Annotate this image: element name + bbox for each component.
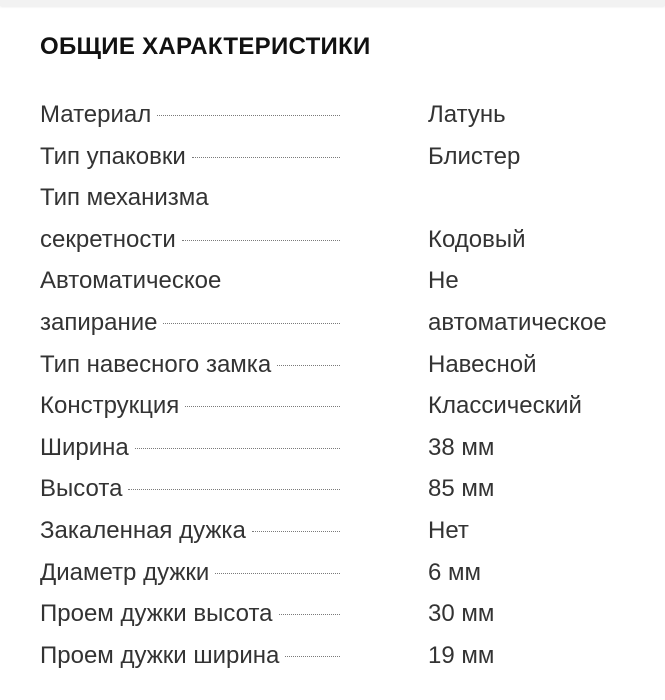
section-title: ОБЩИЕ ХАРАКТЕРИСТИКИ [40,33,371,60]
spec-value [428,635,494,677]
spec-row [40,552,640,594]
spec-value-text: 19 мм [428,641,495,669]
spec-label [40,177,340,260]
spec-label [40,593,340,635]
dot-leader [182,216,340,241]
spec-label-text: Автоматическое [40,267,222,295]
spec-value-text: автоматическое [428,308,607,336]
spec-value [428,385,582,427]
spec-row [40,177,640,260]
spec-value-text: 30 мм [428,600,495,628]
spec-value-text: Классический [428,392,582,420]
spec-row [40,385,640,427]
spec-label [40,552,340,594]
specs-list [40,94,640,676]
spec-value-text: Навесной [428,350,537,378]
spec-value-text: Не [428,267,459,295]
spec-label-text: Тип навесного замка [40,350,272,378]
dot-leader [192,133,340,158]
spec-label [40,136,340,178]
spec-value-text: 85 мм [428,475,495,503]
spec-label-text: Высота [40,475,123,503]
dot-leader [215,549,340,574]
spec-label-text: Ширина [40,433,129,461]
spec-value [428,177,526,260]
spec-value [428,552,481,594]
spec-value [428,427,494,469]
top-divider [0,0,665,6]
spec-label-text: Тип механизма [40,184,209,212]
spec-value [428,94,506,136]
spec-label [40,468,340,510]
dot-leader [277,341,340,366]
spec-label-text: секретности [40,225,176,253]
spec-value-text: 6 мм [428,558,482,586]
dot-leader [185,382,340,407]
dot-leader [252,507,340,532]
spec-value [428,136,520,178]
spec-value-text: 38 мм [428,433,495,461]
spec-value [428,593,494,635]
spec-row [40,260,640,343]
spec-label-text: Закаленная дужка [40,516,246,544]
spec-row [40,510,640,552]
spec-label [40,260,340,343]
spec-row [40,94,640,136]
general-specs-section [40,30,640,669]
spec-label [40,344,340,386]
spec-label [40,635,340,677]
spec-row [40,136,640,178]
spec-label [40,427,340,469]
spec-row [40,344,640,386]
spec-row [40,468,640,510]
spec-label [40,94,340,136]
spec-label-text: Проем дужки ширина [40,641,280,669]
dot-leader [163,299,340,324]
dot-leader [128,465,340,490]
spec-row [40,635,640,677]
spec-value [428,510,469,552]
spec-label [40,510,340,552]
spec-value-text: Блистер [428,142,521,170]
dot-leader [285,632,340,657]
spec-label-text: Проем дужки высота [40,600,273,628]
spec-label-text: Диаметр дужки [40,558,210,586]
spec-label-text: запирание [40,308,158,336]
spec-label [40,385,340,427]
spec-value [428,468,494,510]
spec-value-text: Латунь [428,101,506,128]
dot-leader [157,91,340,116]
spec-value [428,260,607,343]
spec-label-text: Материал [40,101,152,128]
spec-value-text: Кодовый [428,225,526,253]
spec-value [428,344,537,386]
spec-label-text: Тип упаковки [40,142,186,170]
spec-value-text [428,177,526,219]
spec-value-text: Нет [428,516,469,544]
spec-row [40,593,640,635]
spec-row [40,427,640,469]
spec-label-text: Конструкция [40,392,180,420]
dot-leader [135,424,340,449]
dot-leader [279,590,340,615]
